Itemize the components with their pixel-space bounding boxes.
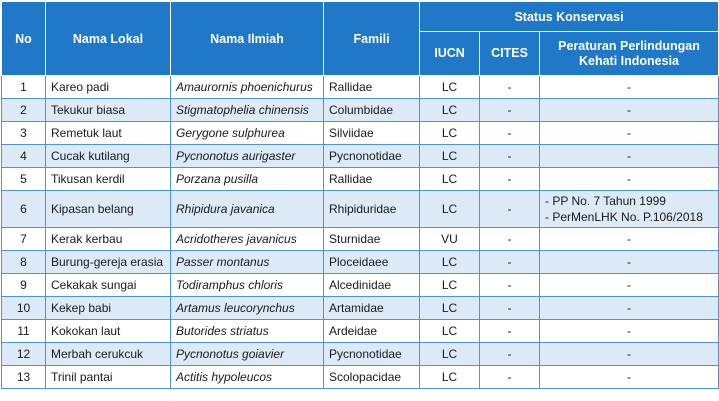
cell-nama-lokal: Cucak kutilang xyxy=(46,145,171,168)
cell-nama-ilmiah: Todiramphus chloris xyxy=(171,274,324,297)
cell-cites: - xyxy=(480,320,540,343)
cell-no: 4 xyxy=(2,145,46,168)
cell-iucn: LC xyxy=(420,366,480,389)
cell-nama-lokal: Tekukur biasa xyxy=(46,99,171,122)
cell-no: 9 xyxy=(2,274,46,297)
cell-famili: Alcedinidae xyxy=(324,274,420,297)
cell-nama-ilmiah: Rhipidura javanica xyxy=(171,191,324,228)
table-row xyxy=(2,251,719,274)
cell-no: 1 xyxy=(2,76,46,99)
cell-famili: Scolopacidae xyxy=(324,366,420,389)
species-conservation-table xyxy=(1,1,719,389)
header-no: No xyxy=(2,2,46,76)
cell-nama-lokal: Kareo padi xyxy=(46,76,171,99)
table-row xyxy=(2,343,719,366)
cell-nama-ilmiah: Stigmatophelia chinensis xyxy=(171,99,324,122)
cell-peraturan: - xyxy=(540,168,719,191)
cell-cites: - xyxy=(480,274,540,297)
cell-nama-lokal: Remetuk laut xyxy=(46,122,171,145)
cell-nama-ilmiah: Actitis hypoleucos xyxy=(171,366,324,389)
cell-peraturan: - xyxy=(540,122,719,145)
regulation-line: - PP No. 7 Tahun 1999 xyxy=(545,194,666,208)
cell-nama-lokal: Trinil pantai xyxy=(46,366,171,389)
cell-nama-lokal: Merbah cerukcuk xyxy=(46,343,171,366)
cell-nama-ilmiah: Pycnonotus goiavier xyxy=(171,343,324,366)
cell-peraturan: - xyxy=(540,274,719,297)
table-header xyxy=(2,2,719,76)
header-nama-ilmiah: Nama Ilmiah xyxy=(171,2,324,76)
cell-cites: - xyxy=(480,99,540,122)
cell-iucn: VU xyxy=(420,228,480,251)
cell-cites: - xyxy=(480,168,540,191)
cell-no: 2 xyxy=(2,99,46,122)
cell-nama-lokal: Tikusan kerdil xyxy=(46,168,171,191)
cell-no: 7 xyxy=(2,228,46,251)
cell-nama-ilmiah: Pycnonotus aurigaster xyxy=(171,145,324,168)
table-row xyxy=(2,145,719,168)
cell-famili: Pycnonotidae xyxy=(324,343,420,366)
table-row xyxy=(2,228,719,251)
cell-nama-ilmiah: Porzana pusilla xyxy=(171,168,324,191)
cell-famili: Silviidae xyxy=(324,122,420,145)
cell-nama-ilmiah: Gerygone sulphurea xyxy=(171,122,324,145)
table-row xyxy=(2,320,719,343)
cell-cites: - xyxy=(480,251,540,274)
cell-no: 8 xyxy=(2,251,46,274)
table-row xyxy=(2,99,719,122)
cell-iucn: LC xyxy=(420,274,480,297)
cell-famili: Ploceidaee xyxy=(324,251,420,274)
cell-peraturan: - xyxy=(540,343,719,366)
cell-iucn: LC xyxy=(420,122,480,145)
header-iucn: IUCN xyxy=(420,32,480,76)
cell-nama-ilmiah: Artamus leucorynchus xyxy=(171,297,324,320)
cell-famili: Rallidae xyxy=(324,168,420,191)
cell-cites: - xyxy=(480,191,540,228)
header-peraturan: Peraturan Perlindungan Kehati Indonesia xyxy=(540,32,719,76)
cell-cites: - xyxy=(480,343,540,366)
cell-famili: Rallidae xyxy=(324,76,420,99)
cell-peraturan: - xyxy=(540,76,719,99)
cell-iucn: LC xyxy=(420,76,480,99)
cell-nama-lokal: Kekep babi xyxy=(46,297,171,320)
cell-famili: Pycnonotidae xyxy=(324,145,420,168)
cell-cites: - xyxy=(480,297,540,320)
cell-no: 11 xyxy=(2,320,46,343)
cell-iucn: LC xyxy=(420,191,480,228)
header-nama-lokal: Nama Lokal xyxy=(46,2,171,76)
cell-iucn: LC xyxy=(420,168,480,191)
cell-no: 5 xyxy=(2,168,46,191)
cell-no: 13 xyxy=(2,366,46,389)
table-row xyxy=(2,122,719,145)
cell-peraturan: - xyxy=(540,320,719,343)
cell-iucn: LC xyxy=(420,145,480,168)
cell-cites: - xyxy=(480,122,540,145)
cell-cites: - xyxy=(480,76,540,99)
cell-cites: - xyxy=(480,366,540,389)
cell-famili: Artamidae xyxy=(324,297,420,320)
cell-nama-lokal: Kipasan belang xyxy=(46,191,171,228)
cell-no: 12 xyxy=(2,343,46,366)
cell-nama-lokal: Burung-gereja erasia xyxy=(46,251,171,274)
cell-nama-ilmiah: Amaurornis phoenichurus xyxy=(171,76,324,99)
cell-nama-ilmiah: Passer montanus xyxy=(171,251,324,274)
cell-iucn: LC xyxy=(420,251,480,274)
table-row xyxy=(2,297,719,320)
cell-iucn: LC xyxy=(420,99,480,122)
cell-famili: Columbidae xyxy=(324,99,420,122)
table-row xyxy=(2,274,719,297)
cell-cites: - xyxy=(480,145,540,168)
cell-nama-ilmiah: Acridotheres javanicus xyxy=(171,228,324,251)
cell-famili: Rhipiduridae xyxy=(324,191,420,228)
header-cites: CITES xyxy=(480,32,540,76)
header-status-konservasi: Status Konservasi xyxy=(420,2,719,32)
cell-peraturan: - xyxy=(540,228,719,251)
regulation-line: - PerMenLHK No. P.106/2018 xyxy=(545,210,703,224)
cell-nama-lokal: Cekakak sungai xyxy=(46,274,171,297)
cell-peraturan: - xyxy=(540,366,719,389)
header-famili: Famili xyxy=(324,2,420,76)
cell-iucn: LC xyxy=(420,297,480,320)
cell-cites: - xyxy=(480,228,540,251)
table-row xyxy=(2,76,719,99)
cell-no: 6 xyxy=(2,191,46,228)
cell-iucn: LC xyxy=(420,320,480,343)
cell-nama-lokal: Kokokan laut xyxy=(46,320,171,343)
cell-peraturan: - xyxy=(540,145,719,168)
cell-nama-lokal: Kerak kerbau xyxy=(46,228,171,251)
cell-peraturan xyxy=(540,191,719,228)
cell-no: 10 xyxy=(2,297,46,320)
cell-famili: Sturnidae xyxy=(324,228,420,251)
table-row xyxy=(2,366,719,389)
cell-iucn: LC xyxy=(420,343,480,366)
cell-peraturan: - xyxy=(540,99,719,122)
cell-peraturan: - xyxy=(540,297,719,320)
cell-peraturan: - xyxy=(540,251,719,274)
table-row xyxy=(2,191,719,228)
cell-no: 3 xyxy=(2,122,46,145)
cell-famili: Ardeidae xyxy=(324,320,420,343)
cell-nama-ilmiah: Butorides striatus xyxy=(171,320,324,343)
table-body xyxy=(2,76,719,389)
table-row xyxy=(2,168,719,191)
